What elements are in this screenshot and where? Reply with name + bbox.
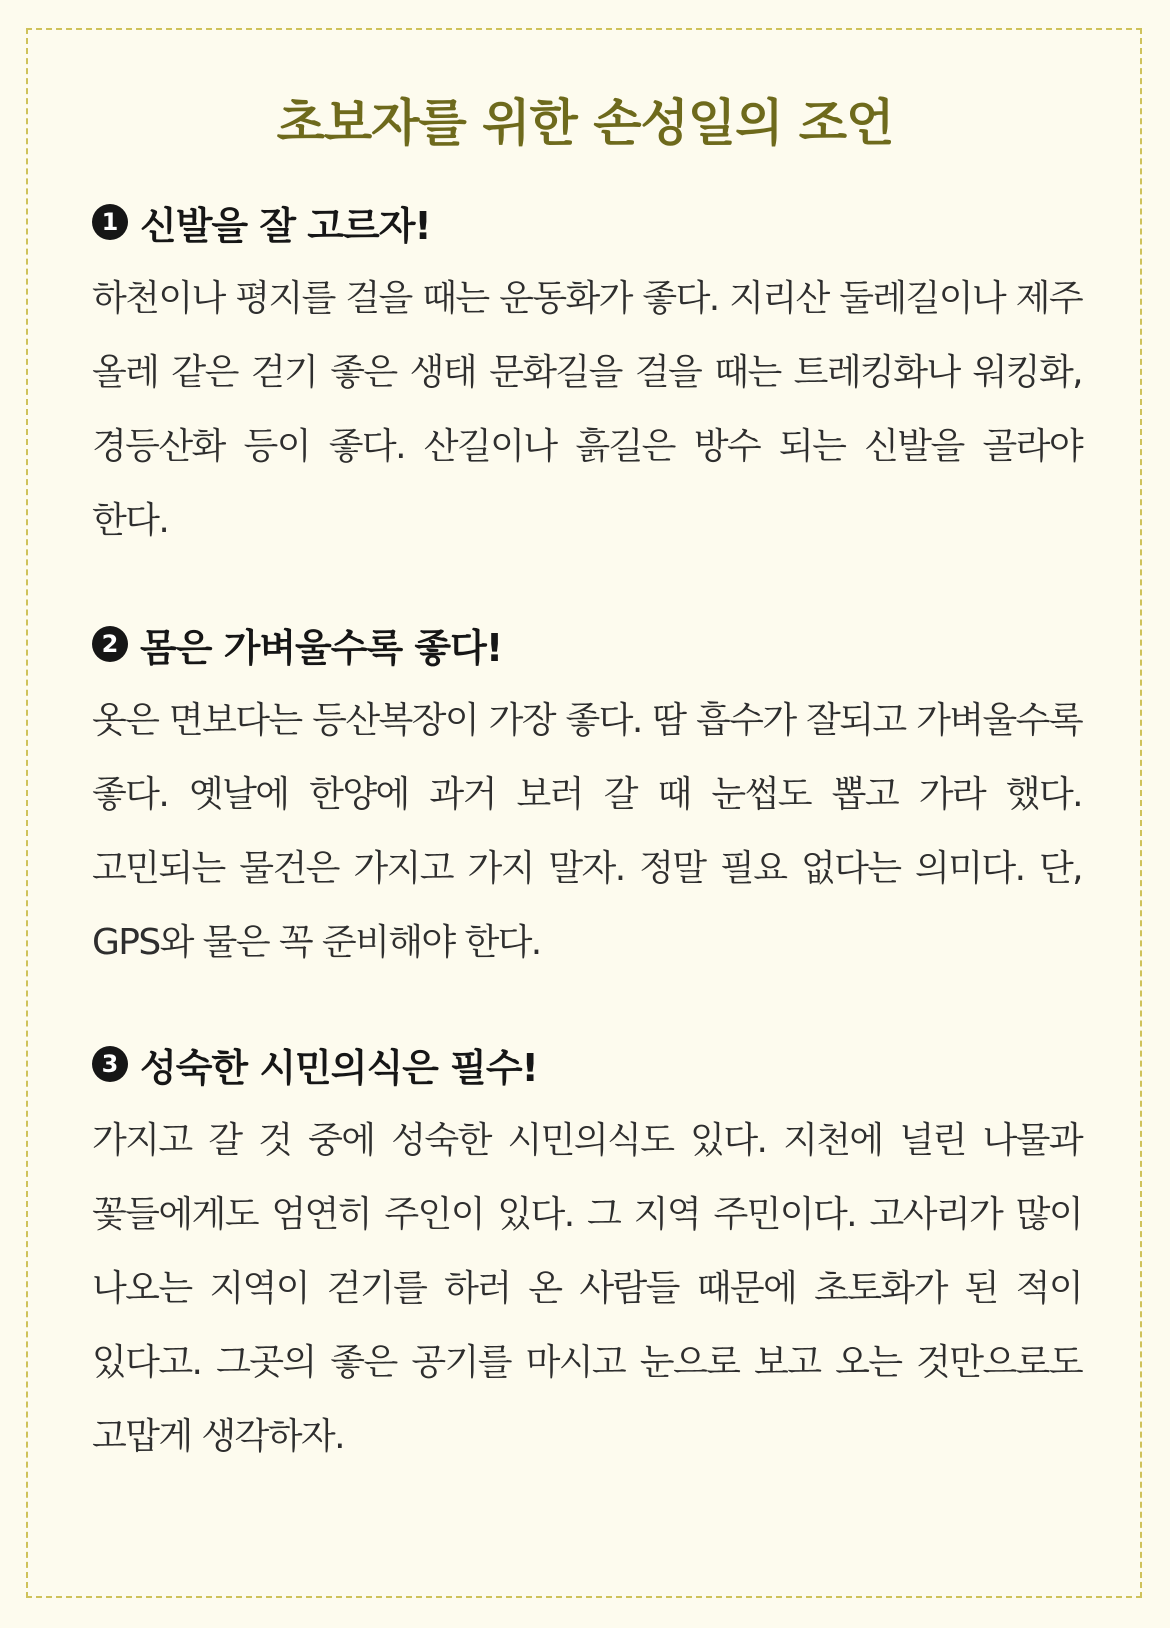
number-badge-3: 3 [92,1046,128,1082]
tip-heading-row [92,612,1082,676]
tip-heading-row [92,190,1082,254]
tip-section-3 [92,1032,1082,1474]
tip-section-2 [92,612,1082,980]
tip-body: 옷은 면보다는 등산복장이 가장 좋다. 땀 흡수가 잘되고 가벼울수록 좋다. 옛날에 한양에 과거 보러 갈 때 눈썹도 뽑고 가라 했다. 고민되는 물건은 가지고 가지 말자. 정말 필요 없다는 의미다. 단, GPS와 물은 꼭 준비해야 한다. [92,700,1082,963]
page-title: 초보자를 위한 손성일의 조언 [276,94,894,152]
tip-body: 하천이나 평지를 걸을 때는 운동화가 좋다. 지리산 둘레길이나 제주 올레 같은 걷기 좋은 생태 문화길을 걸을 때는 트레킹화나 워킹화, 경등산화 등이 좋다. 산길이나 흙길은 방수 되는 신발을 골라야 한다. [92,278,1082,541]
number-badge-1: 1 [92,204,128,240]
tip-heading: 신발을 잘 고르자! [140,203,431,248]
tip-heading: 성숙한 시민의식은 필수! [140,1045,538,1090]
tip-heading-row [92,1032,1082,1096]
tip-heading: 몸은 가벼울수록 좋다! [140,625,503,670]
tip-body: 가지고 갈 것 중에 성숙한 시민의식도 있다. 지천에 널린 나물과 꽃들에게도 엄연히 주인이 있다. 그 지역 주민이다. 고사리가 많이 나오는 지역이 걷기를 하러 온 사람들 때문에 초토화가 된 적이 있다고. 그곳의 좋은 공기를 마시고 눈으로 보고 오는 것만으로도 고맙게 생각하자. [92,1120,1082,1457]
tip-section-1 [92,190,1082,558]
number-badge-2: 2 [92,626,128,662]
